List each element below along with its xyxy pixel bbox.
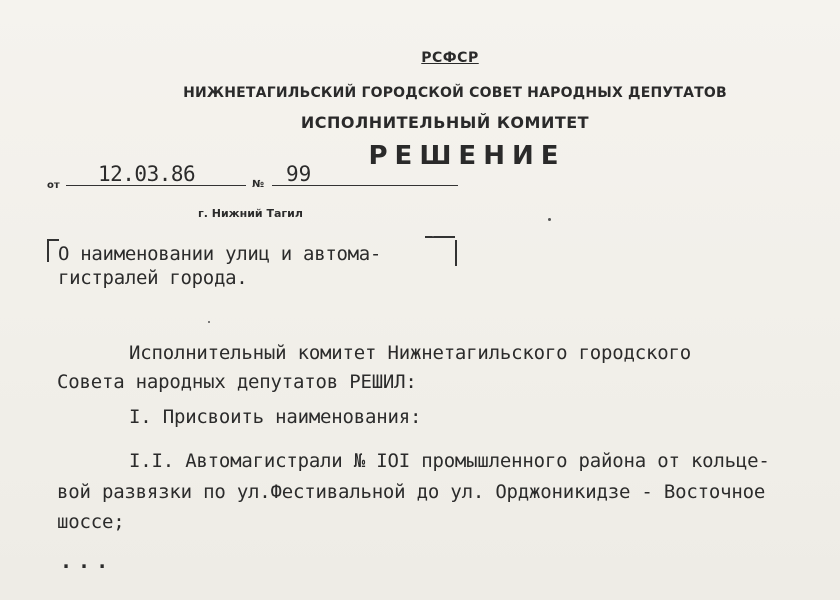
paper-speck (208, 321, 210, 323)
date-label: от (47, 180, 60, 191)
subject-line-2: гистралей города. (58, 267, 248, 289)
republic-header: РСФСР (421, 50, 479, 66)
council-header: НИЖНЕТАГИЛЬСКИЙ ГОРОДСКОЙ СОВЕТ НАРОДНЫХ ДЕПУТАТОВ (183, 85, 727, 101)
body-line-2: Совета народных депутатов РЕШИЛ: (57, 371, 417, 393)
subject-bracket-left (47, 240, 49, 262)
continuation-ellipsis: ... (60, 549, 115, 573)
body-line-1: Исполнительный комитет Нижнетагильского городского (129, 342, 691, 364)
document-type-title: РЕШЕНИЕ (368, 141, 566, 171)
subject-bracket-right-top (425, 236, 455, 238)
body-line-5: вой развязки по ул.Фестивальной до ул. Орджоникидзе - Восточное (57, 481, 766, 503)
document-date: 12.03.86 (98, 162, 196, 186)
number-label: № (252, 179, 265, 190)
body-line-6: шоссе; (57, 511, 125, 533)
date-underline (66, 185, 246, 186)
body-line-4: I.I. Автомагистрали № IOI промышленного района от кольце- (129, 450, 770, 472)
paper-speck (548, 218, 551, 221)
city-label: г. Нижний Тагил (198, 207, 303, 220)
paper-speck (432, 236, 434, 237)
committee-header: ИСПОЛНИТЕЛЬНЫЙ КОМИТЕТ (300, 113, 590, 132)
subject-line-1: О наименовании улиц и автома- (58, 243, 382, 265)
document-number: 99 (286, 162, 312, 186)
number-underline (272, 185, 458, 186)
body-line-3: I. Присвоить наименования: (129, 406, 422, 428)
subject-bracket-right (455, 240, 457, 266)
